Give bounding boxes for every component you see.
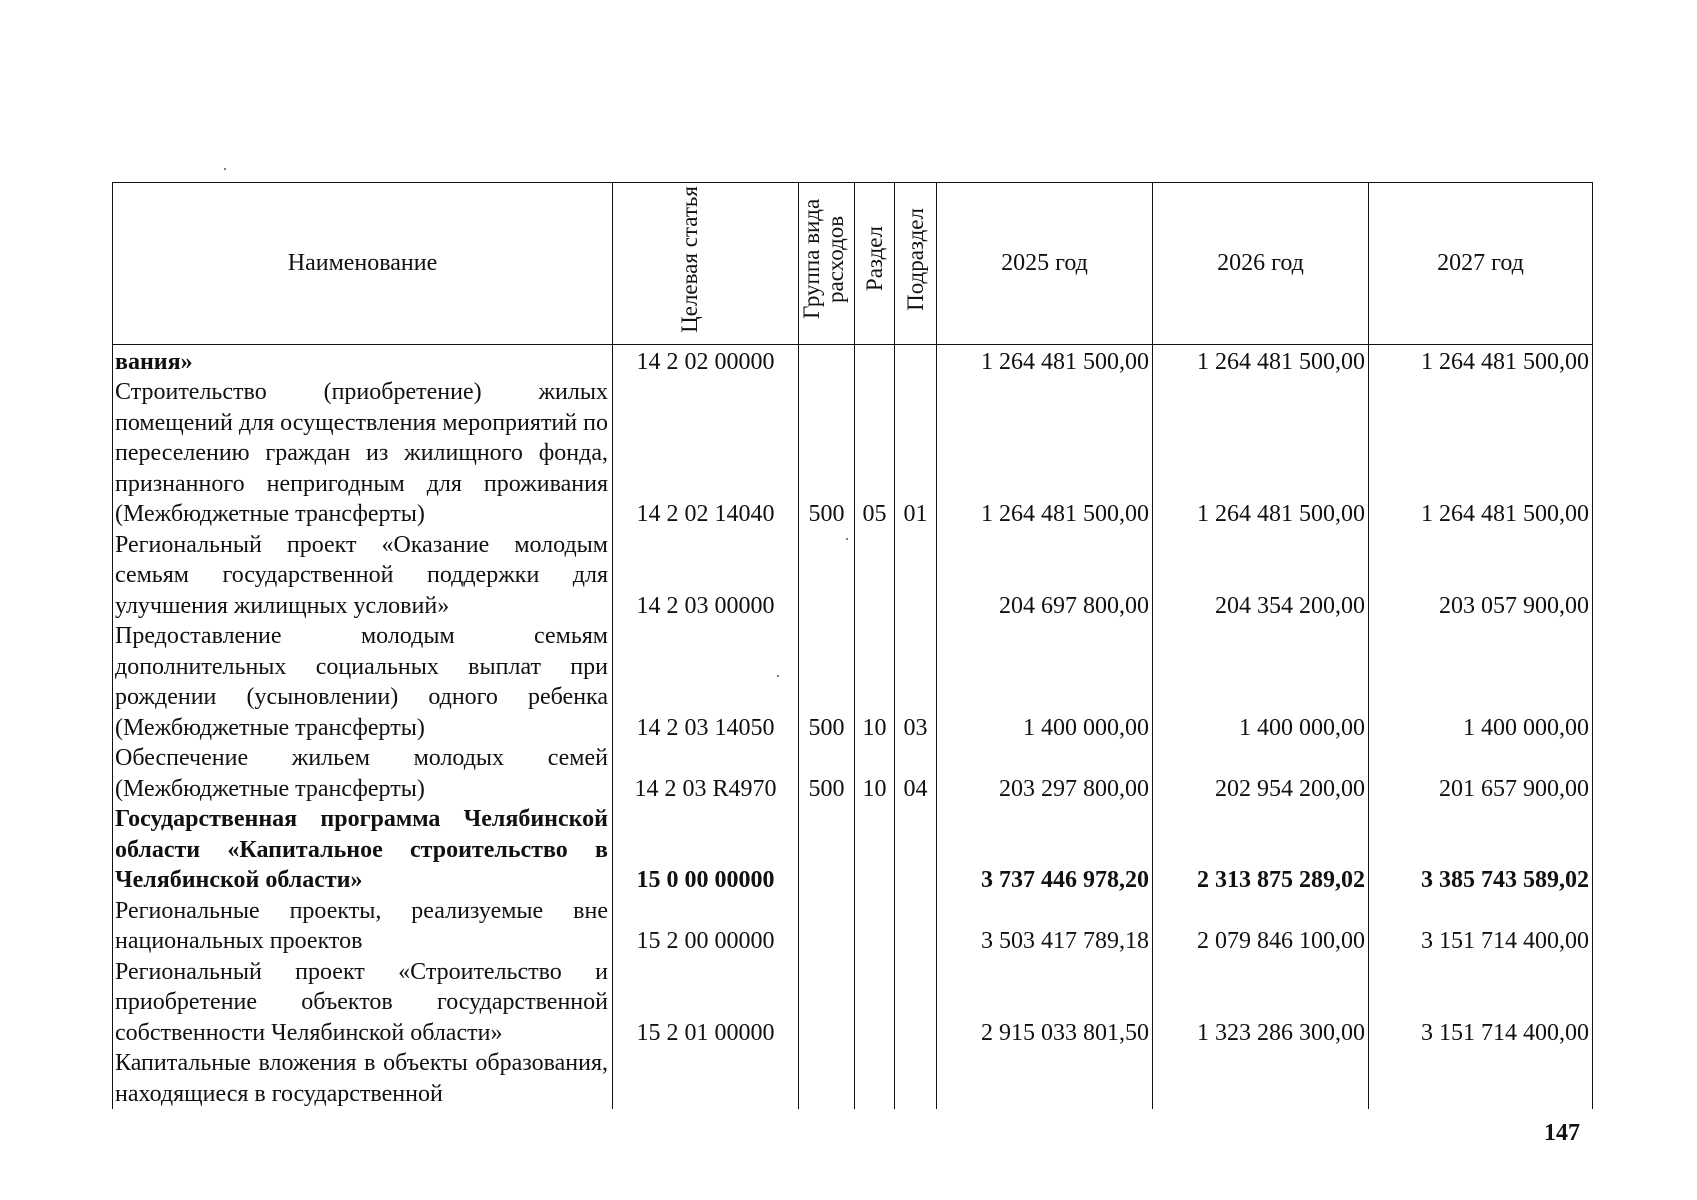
row-section [855, 804, 895, 896]
row-subsection: 03 [895, 621, 937, 743]
row-subsection [895, 896, 937, 957]
row-subsection [895, 1048, 937, 1109]
row-2027 [1369, 1048, 1593, 1109]
row-section [855, 530, 895, 622]
header-target-article: Целевая статья [613, 183, 799, 345]
row-2027: 201 657 900,00 [1369, 743, 1593, 804]
table-row-program [113, 804, 1593, 896]
row-2027: 1 264 481 500,00 [1369, 344, 1593, 377]
budget-table [112, 182, 1593, 1109]
row-subsection [895, 804, 937, 896]
row-name: вания» [113, 344, 613, 377]
row-group [799, 344, 855, 377]
table-row [113, 743, 1593, 804]
row-2025: 1 264 481 500,00 [937, 344, 1153, 377]
scan-speck [224, 168, 226, 170]
table-row [113, 621, 1593, 743]
row-code: 15 0 00 00000 [613, 804, 799, 896]
row-2026: 204 354 200,00 [1153, 530, 1369, 622]
row-2025: 1 400 000,00 [937, 621, 1153, 743]
row-2027: 3 151 714 400,00 [1369, 957, 1593, 1049]
row-group [799, 530, 855, 622]
table-row [113, 1048, 1593, 1109]
row-code: 15 2 00 00000 [613, 896, 799, 957]
row-section: 10 [855, 621, 895, 743]
row-name: Государственная программа Челябинской области «Капитальное строительство в Челябинской области» [113, 804, 613, 896]
row-code: 15 2 01 00000 [613, 957, 799, 1049]
header-expense-group: Группа вида расходов [799, 183, 855, 345]
header-name: Наименование [113, 183, 613, 345]
row-2027: 3 151 714 400,00 [1369, 896, 1593, 957]
row-2025: 203 297 800,00 [937, 743, 1153, 804]
header-2026: 2026 год [1153, 183, 1369, 345]
row-2025: 3 737 446 978,20 [937, 804, 1153, 896]
row-section: 10 [855, 743, 895, 804]
row-name: Капитальные вложения в объекты образования, находящиеся в государственной [113, 1048, 613, 1109]
row-group: 500 [799, 621, 855, 743]
row-2025: 1 264 481 500,00 [937, 377, 1153, 530]
row-2026: 1 264 481 500,00 [1153, 344, 1369, 377]
header-subsection: Подраздел [895, 183, 937, 345]
row-2026: 1 264 481 500,00 [1153, 377, 1369, 530]
row-code: 14 2 03 00000 [613, 530, 799, 622]
header-2025: 2025 год [937, 183, 1153, 345]
row-subsection [895, 344, 937, 377]
table-row [113, 377, 1593, 530]
row-section [855, 1048, 895, 1109]
table-row [113, 957, 1593, 1049]
row-code: 14 2 02 00000 [613, 344, 799, 377]
row-2027: 203 057 900,00 [1369, 530, 1593, 622]
row-2025: 2 915 033 801,50 [937, 957, 1153, 1049]
row-subsection: 01 [895, 377, 937, 530]
row-name: Региональный проект «Строительство и приобретение объектов государственной собственности Челябинской области» [113, 957, 613, 1049]
row-subsection [895, 530, 937, 622]
row-code: 14 2 02 14040 [613, 377, 799, 530]
row-2027: 3 385 743 589,02 [1369, 804, 1593, 896]
row-code: 14 2 03 R4970 [613, 743, 799, 804]
table-row [113, 344, 1593, 377]
row-group [799, 896, 855, 957]
row-name: Региональные проекты, реализуемые вне национальных проектов [113, 896, 613, 957]
row-subsection [895, 957, 937, 1049]
row-2025: 3 503 417 789,18 [937, 896, 1153, 957]
row-section [855, 344, 895, 377]
header-section: Раздел [855, 183, 895, 345]
row-2026: 1 400 000,00 [1153, 621, 1369, 743]
row-section [855, 896, 895, 957]
row-subsection: 04 [895, 743, 937, 804]
row-2026: 2 313 875 289,02 [1153, 804, 1369, 896]
row-code [613, 1048, 799, 1109]
row-group: 500 [799, 743, 855, 804]
row-2027: 1 264 481 500,00 [1369, 377, 1593, 530]
row-name: Региональный проект «Оказание молодым семьям государственной поддержки для улучшения жилищных условий» [113, 530, 613, 622]
row-2027: 1 400 000,00 [1369, 621, 1593, 743]
row-2026: 2 079 846 100,00 [1153, 896, 1369, 957]
table-row [113, 896, 1593, 957]
row-name: Строительство (приобретение) жилых помещений для осуществления мероприятий по переселению граждан из жилищного фонда, признанного непригодным для проживания (Межбюджетные трансферты) [113, 377, 613, 530]
row-group [799, 957, 855, 1049]
row-group [799, 1048, 855, 1109]
row-2025: 204 697 800,00 [937, 530, 1153, 622]
table-row [113, 530, 1593, 622]
row-group: 500 [799, 377, 855, 530]
page-number: 147 [1544, 1120, 1580, 1146]
row-2026: 1 323 286 300,00 [1153, 957, 1369, 1049]
row-2026: 202 954 200,00 [1153, 743, 1369, 804]
row-name: Предоставление молодым семьям дополнительных социальных выплат при рождении (усыновлении) одного ребенка (Межбюджетные трансферты) [113, 621, 613, 743]
row-2026 [1153, 1048, 1369, 1109]
header-row [113, 183, 1593, 345]
header-2027: 2027 год [1369, 183, 1593, 345]
row-section: 05 [855, 377, 895, 530]
row-section [855, 957, 895, 1049]
row-2025 [937, 1048, 1153, 1109]
row-name: Обеспечение жильем молодых семей (Межбюджетные трансферты) [113, 743, 613, 804]
row-group [799, 804, 855, 896]
row-code: 14 2 03 14050 [613, 621, 799, 743]
